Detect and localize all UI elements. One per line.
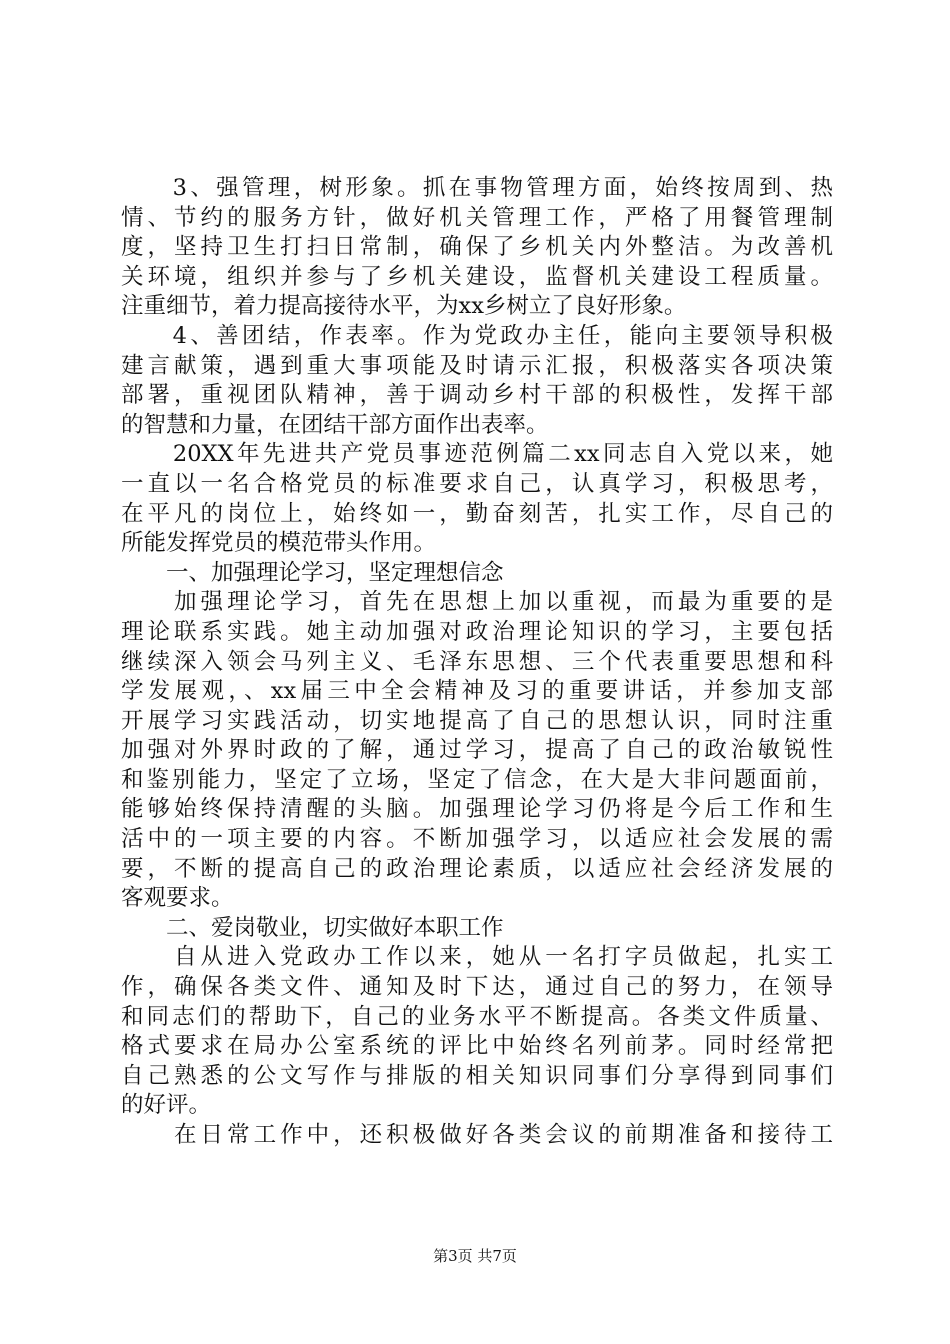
text-line: 建言献策，遇到重大事项能及时请示汇报，积极落实各项决策 (121, 352, 833, 379)
text-line: 二、爱岗敬业，切实做好本职工作 (121, 914, 504, 941)
text-line: 格式要求在局办公室系统的评比中始终名列前茅。同时经常把 (121, 1033, 833, 1060)
text-line: 部署，重视团队精神，善于调动乡村干部的积极性，发挥干部 (121, 382, 833, 409)
text-line: 注重细节，着力提高接待水平，为xx乡树立了良好形象。 (121, 293, 687, 320)
text-line: 理论联系实践。她主动加强对政治理论知识的学习，主要包括 (121, 618, 833, 645)
text-line: 学发展观，、xx届三中全会精神及习的重要讲话，并参加支部 (121, 678, 833, 705)
text-line: 的好评。 (121, 1092, 212, 1119)
text-line: 4、善团结，作表率。作为党政办主任，能向主要领导积极 (121, 322, 833, 349)
text-line: 加强对外界时政的了解，通过学习，提高了自己的政治敏锐性 (121, 737, 833, 764)
text-line: 关环境，组织并参与了乡机关建设，监督机关建设工程质量。 (121, 263, 833, 290)
text-line: 继续深入领会马列主义、毛泽东思想、三个代表重要思想和科 (121, 648, 833, 675)
text-line: 在日常工作中，还积极做好各类会议的前期准备和接待工 (121, 1122, 833, 1148)
text-line: 的智慧和力量，在团结干部方面作出表率。 (121, 411, 549, 438)
text-line: 活中的一项主要的内容。不断加强学习，以适应社会发展的需 (121, 826, 833, 853)
text-line: 3、强管理，树形象。抓在事物管理方面，始终按周到、热 (121, 175, 833, 201)
text-line: 一、加强理论学习，坚定理想信念 (121, 559, 504, 586)
page-footer: 第3页 共7页 (433, 1247, 517, 1265)
text-line: 能够始终保持清醒的头脑。加强理论学习仍将是今后工作和生 (121, 796, 833, 823)
text-line: 所能发挥党员的模范带头作用。 (121, 530, 437, 557)
text-line: 在平凡的岗位上，始终如一，勤奋刻苦，扎实工作，尽自己的 (121, 500, 833, 527)
text-line: 加强理论学习，首先在思想上加以重视，而最为重要的是 (121, 589, 833, 616)
text-line: 作，确保各类文件、通知及时下达，通过自己的努力，在领导 (121, 974, 833, 1001)
text-line: 要，不断的提高自己的政治理论素质，以适应社会经济发展的 (121, 855, 833, 882)
text-line: 自从进入党政办工作以来，她从一名打字员做起，扎实工 (121, 944, 833, 971)
document-body (121, 174, 833, 1151)
text-line: 度，坚持卫生打扫日常制，确保了乡机关内外整洁。为改善机 (121, 234, 833, 261)
text-line: 自己熟悉的公文写作与排版的相关知识同事们分享得到同事们 (121, 1062, 833, 1089)
text-line: 和鉴别能力，坚定了立场，坚定了信念，在大是大非问题面前， (121, 766, 833, 793)
text-line: 一直以一名合格党员的标准要求自己，认真学习，积极思考， (121, 470, 833, 497)
text-line: 客观要求。 (121, 885, 234, 912)
text-line: 情、节约的服务方针，做好机关管理工作，严格了用餐管理制 (121, 204, 833, 231)
text-line: 开展学习实践活动，切实地提高了自己的思想认识，同时注重 (121, 707, 833, 734)
text-line: 20XX年先进共产党员事迹范例篇二xx同志自入党以来，她 (121, 441, 833, 468)
text-line: 和同志们的帮助下，自己的业务水平不断提高。各类文件质量、 (121, 1003, 833, 1030)
